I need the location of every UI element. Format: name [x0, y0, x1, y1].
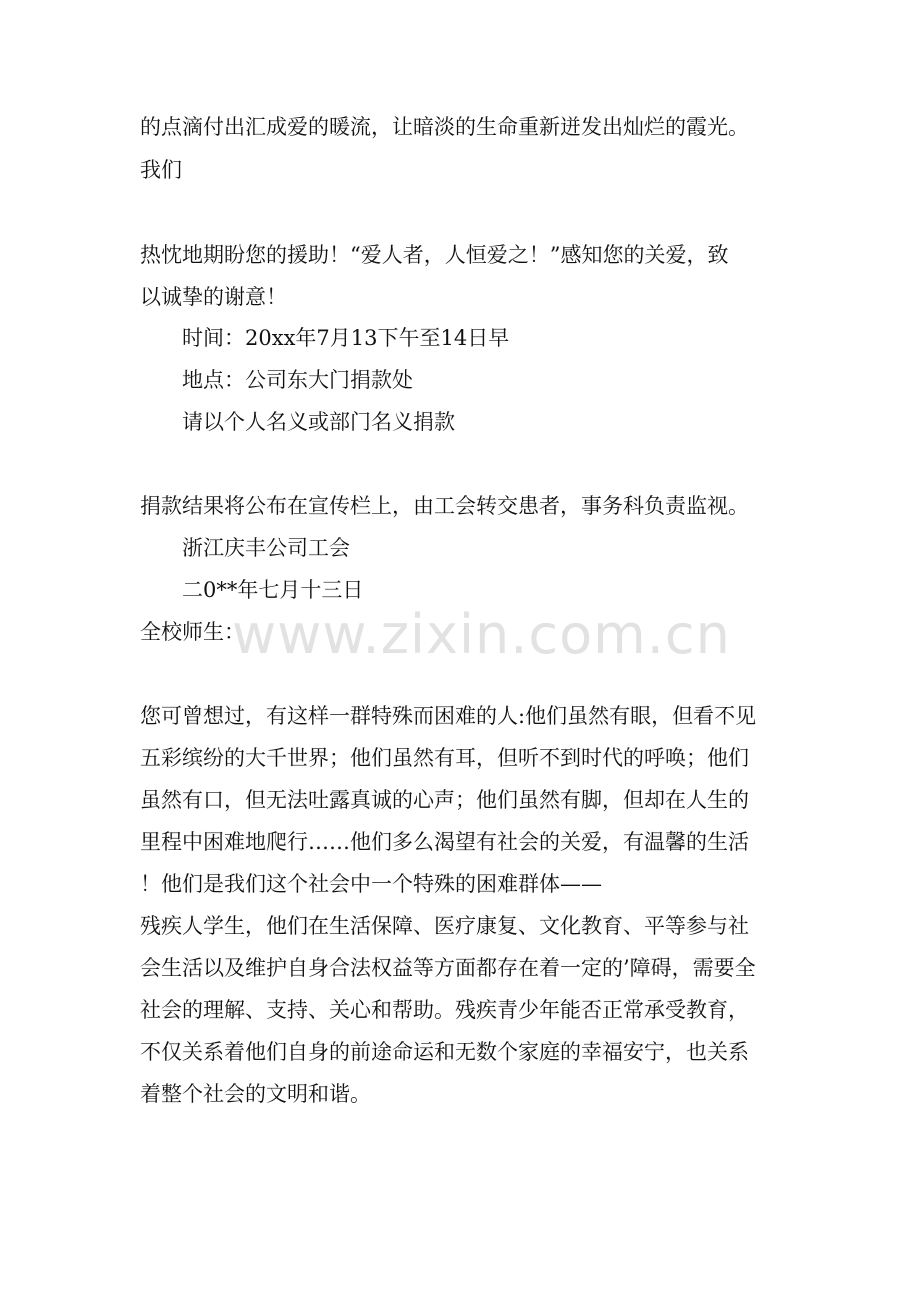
paragraph-line: 不仅关系着他们自身的前途命运和无数个家庭的幸福安宁，也关系: [140, 1040, 749, 1064]
salutation: 全校师生：: [140, 620, 245, 644]
paragraph-line: 热忱地期盼您的援助！“爱人者，人恒爱之！”感知您的关爱，致: [140, 243, 729, 267]
paragraph-line: 社会的理解、支持、关心和帮助。残疾青少年能否正常承受教育，: [140, 998, 749, 1022]
paragraph-line: 的点滴付出汇成爱的暖流，让暗淡的生命重新迸发出灿烂的霞光。: [140, 115, 749, 139]
paragraph-line: 里程中困难地爬行……他们多么渴望有社会的关爱，有温馨的生活: [140, 830, 749, 854]
paragraph-line: ！他们是我们这个社会中一个特殊的困难群体——: [140, 872, 602, 896]
event-time: 时间：20xx年7月13下午至14日早: [182, 326, 510, 350]
donation-note: 请以个人名义或部门名义捐款: [182, 410, 455, 434]
paragraph-line: 您可曾想过，有这样一群特殊而困难的人:他们虽然有眼，但看不见: [140, 704, 757, 728]
paragraph-line: 我们: [140, 158, 182, 182]
paragraph-line: 会生活以及维护自身合法权益等方面都存在着一定的’障碍，需要全: [140, 956, 756, 980]
paragraph-line: 以诚挚的谢意！: [140, 285, 287, 309]
signature-organization: 浙江庆丰公司工会: [182, 536, 350, 560]
event-location: 地点：公司东大门捐款处: [182, 368, 413, 392]
paragraph-line: 虽然有口，但无法吐露真诚的心声；他们虽然有脚，但却在人生的: [140, 788, 749, 812]
paragraph-line: 残疾人学生，他们在生活保障、医疗康复、文化教育、平等参与社: [140, 914, 749, 938]
paragraph-line: 捐款结果将公布在宣传栏上，由工会转交患者，事务科负责监视。: [140, 494, 749, 518]
paragraph-line: 着整个社会的文明和谐。: [140, 1082, 371, 1106]
paragraph-line: 五彩缤纷的大千世界；他们虽然有耳，但听不到时代的呼唤；他们: [140, 746, 749, 770]
signature-date: 二0**年七月十三日: [182, 578, 364, 602]
watermark: www.zixin.com.cn: [232, 603, 731, 666]
